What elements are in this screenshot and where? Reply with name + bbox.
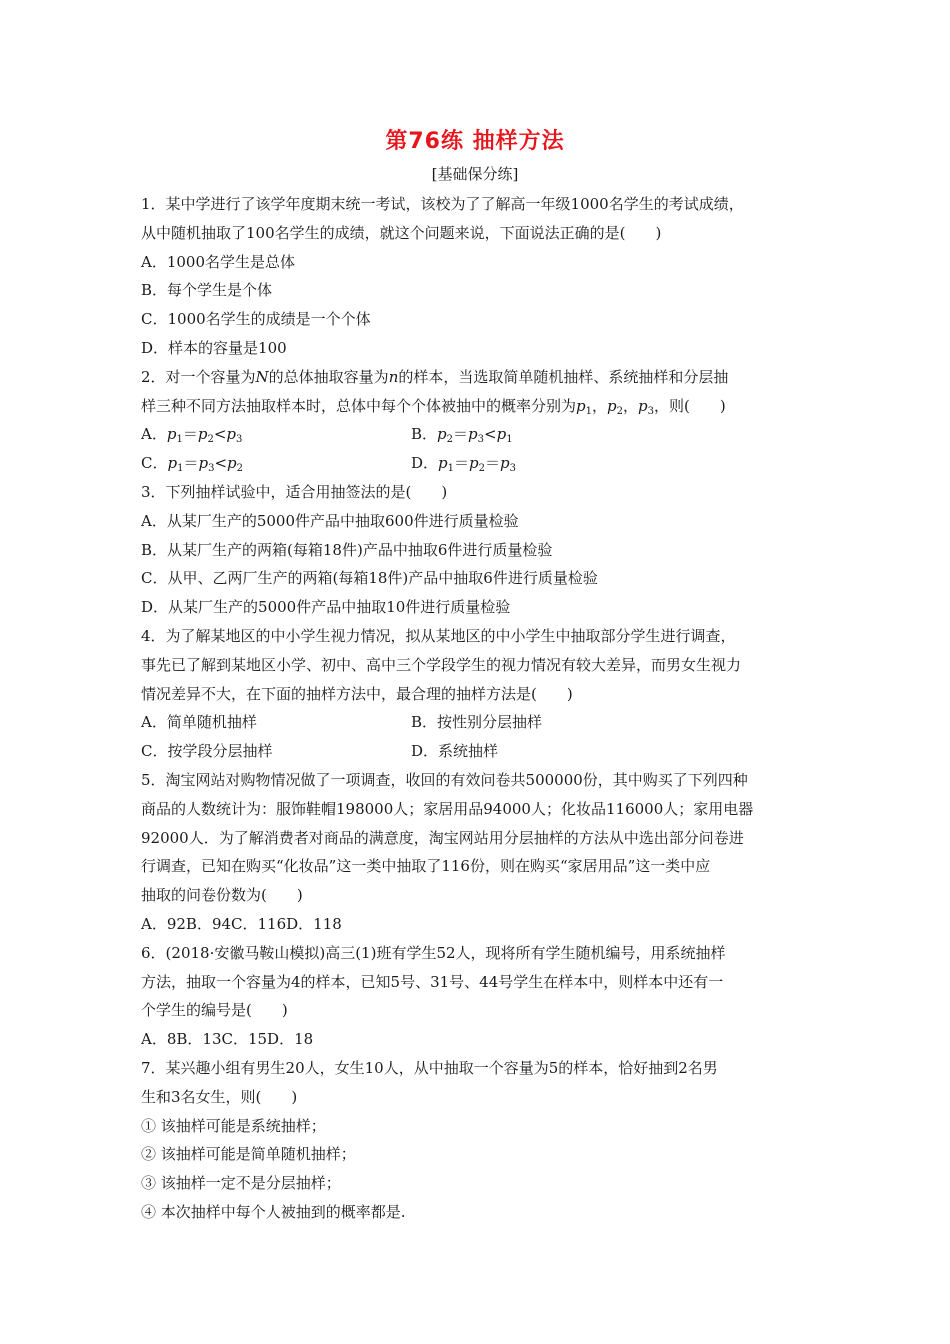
option-b: B．每个学生是个体 — [141, 281, 273, 300]
option-b: B．按性别分层抽样 — [411, 713, 543, 732]
option-line: A．92B．94C．116D．118 — [141, 914, 342, 933]
question-5 — [141, 766, 811, 939]
statement-item: ② 该抽样可能是简单随机抽样； — [141, 1145, 356, 1164]
question-stem-line: 6．(2018·安徽马鞍山模拟)高三(1)班有学生52人，现将所有学生随机编号，用系统抽样 — [141, 943, 726, 962]
option-row — [141, 449, 811, 478]
question-stem-line: 事先已了解到某地区小学、初中、高中三个学段学生的视力情况有较大差异，而男女生视力 — [141, 655, 742, 674]
section-subtitle: [基础保分练] — [431, 165, 519, 183]
option-d: D．$p_1=p_2=p_3$ — [411, 454, 517, 475]
question-stem-line: 4．为了解某地区的中小学生视力情况，拟从某地区的中小学生中抽取部分学生进行调查， — [141, 626, 736, 645]
option-row — [141, 737, 811, 766]
question-stem-line: 5．淘宝网站对购物情况做了一项调查，收回的有效问卷共500000份，其中购买了下列四种 — [141, 770, 748, 789]
question-stem-line: 情况差异不大，在下面的抽样方法中，最合理的抽样方法是( ) — [141, 684, 573, 703]
option-a: A．$p_1=p_2<p_3$ — [141, 425, 243, 446]
option-row — [141, 708, 811, 737]
option-c: C．1000名学生的成绩是一个个体 — [141, 310, 371, 329]
option-row — [141, 420, 811, 449]
page-title: 第76练 抽样方法 — [385, 129, 565, 154]
question-stem-line: 生和3名女生，则( ) — [141, 1087, 298, 1106]
question-6 — [141, 939, 811, 1054]
question-stem-line: 从中随机抽取了100名学生的成绩，就这个问题来说，下面说法正确的是( ) — [141, 223, 662, 242]
statement-item: ④ 本次抽样中每个人被抽到的概率都是. — [141, 1202, 406, 1221]
question-stem-line: 行调查，已知在购买“化妆品”这一类中抽取了116份，则在购买“家居用品”这一类中应 — [141, 857, 711, 876]
option-a: A．简单随机抽样 — [141, 713, 257, 732]
option-line: A．8B．13C．15D．18 — [141, 1030, 314, 1049]
question-stem-line: 3．下列抽样试验中，适合用抽签法的是( ) — [141, 482, 448, 501]
statement-item: ③ 该抽样一定不是分层抽样； — [141, 1174, 341, 1193]
option-a: A．从某厂生产的5000件产品中抽取600件进行质量检验 — [141, 511, 519, 530]
question-stem-line: 样三种不同方法抽取样本时，总体中每个个体被抽中的概率分别为$p_1$，$p_2$，$p_3$，则( ) — [141, 396, 726, 417]
question-stem-line: 抽取的问卷份数为( ) — [141, 886, 303, 905]
question-2 — [141, 363, 811, 478]
question-stem-line: 92000人．为了解消费者对商品的满意度，淘宝网站用分层抽样的方法从中选出部分问卷进 — [141, 828, 744, 847]
option-c: C．按学段分层抽样 — [141, 742, 273, 761]
option-c: C．从甲、乙两厂生产的两箱(每箱18件)产品中抽取6件进行质量检验 — [141, 569, 598, 588]
option-d: D．从某厂生产的5000件产品中抽取10件进行质量检验 — [141, 598, 511, 617]
question-4 — [141, 622, 811, 766]
question-stem-line: 1．某中学进行了该学年度期末统一考试，该校为了了解高一年级1000名学生的考试成绩， — [141, 195, 744, 213]
statement-item: ① 该抽样可能是系统抽样； — [141, 1116, 326, 1135]
question-7 — [141, 1054, 811, 1227]
question-list — [141, 190, 811, 1227]
question-stem-line: 商品的人数统计为：服饰鞋帽198000人；家居用品94000人；化妆品116000人；家用电器 — [141, 799, 754, 818]
option-c: C．$p_1=p_3<p_2$ — [141, 454, 244, 475]
question-stem-line: 个学生的编号是( ) — [141, 1001, 288, 1020]
option-b: B．从某厂生产的两箱(每箱18件)产品中抽取6件进行质量检验 — [141, 540, 553, 559]
question-stem-line: 方法，抽取一个容量为4的样本，已知5号、31号、44号学生在样本中，则样本中还有一 — [141, 972, 724, 991]
question-stem-line: 2．对一个容量为N的总体抽取容量为n的样本，当选取简单随机抽样、系统抽样和分层抽 — [141, 367, 729, 386]
question-1 — [141, 190, 811, 363]
option-d: D．系统抽样 — [411, 742, 499, 761]
option-d: D．样本的容量是100 — [141, 338, 287, 357]
option-a: A．1000名学生是总体 — [141, 252, 296, 271]
question-stem-line: 7．某兴趣小组有男生20人，女生10人，从中抽取一个容量为5的样本，恰好抽到2名男 — [141, 1058, 718, 1077]
question-3 — [141, 478, 811, 622]
option-b: B．$p_2=p_3<p_1$ — [411, 425, 513, 446]
